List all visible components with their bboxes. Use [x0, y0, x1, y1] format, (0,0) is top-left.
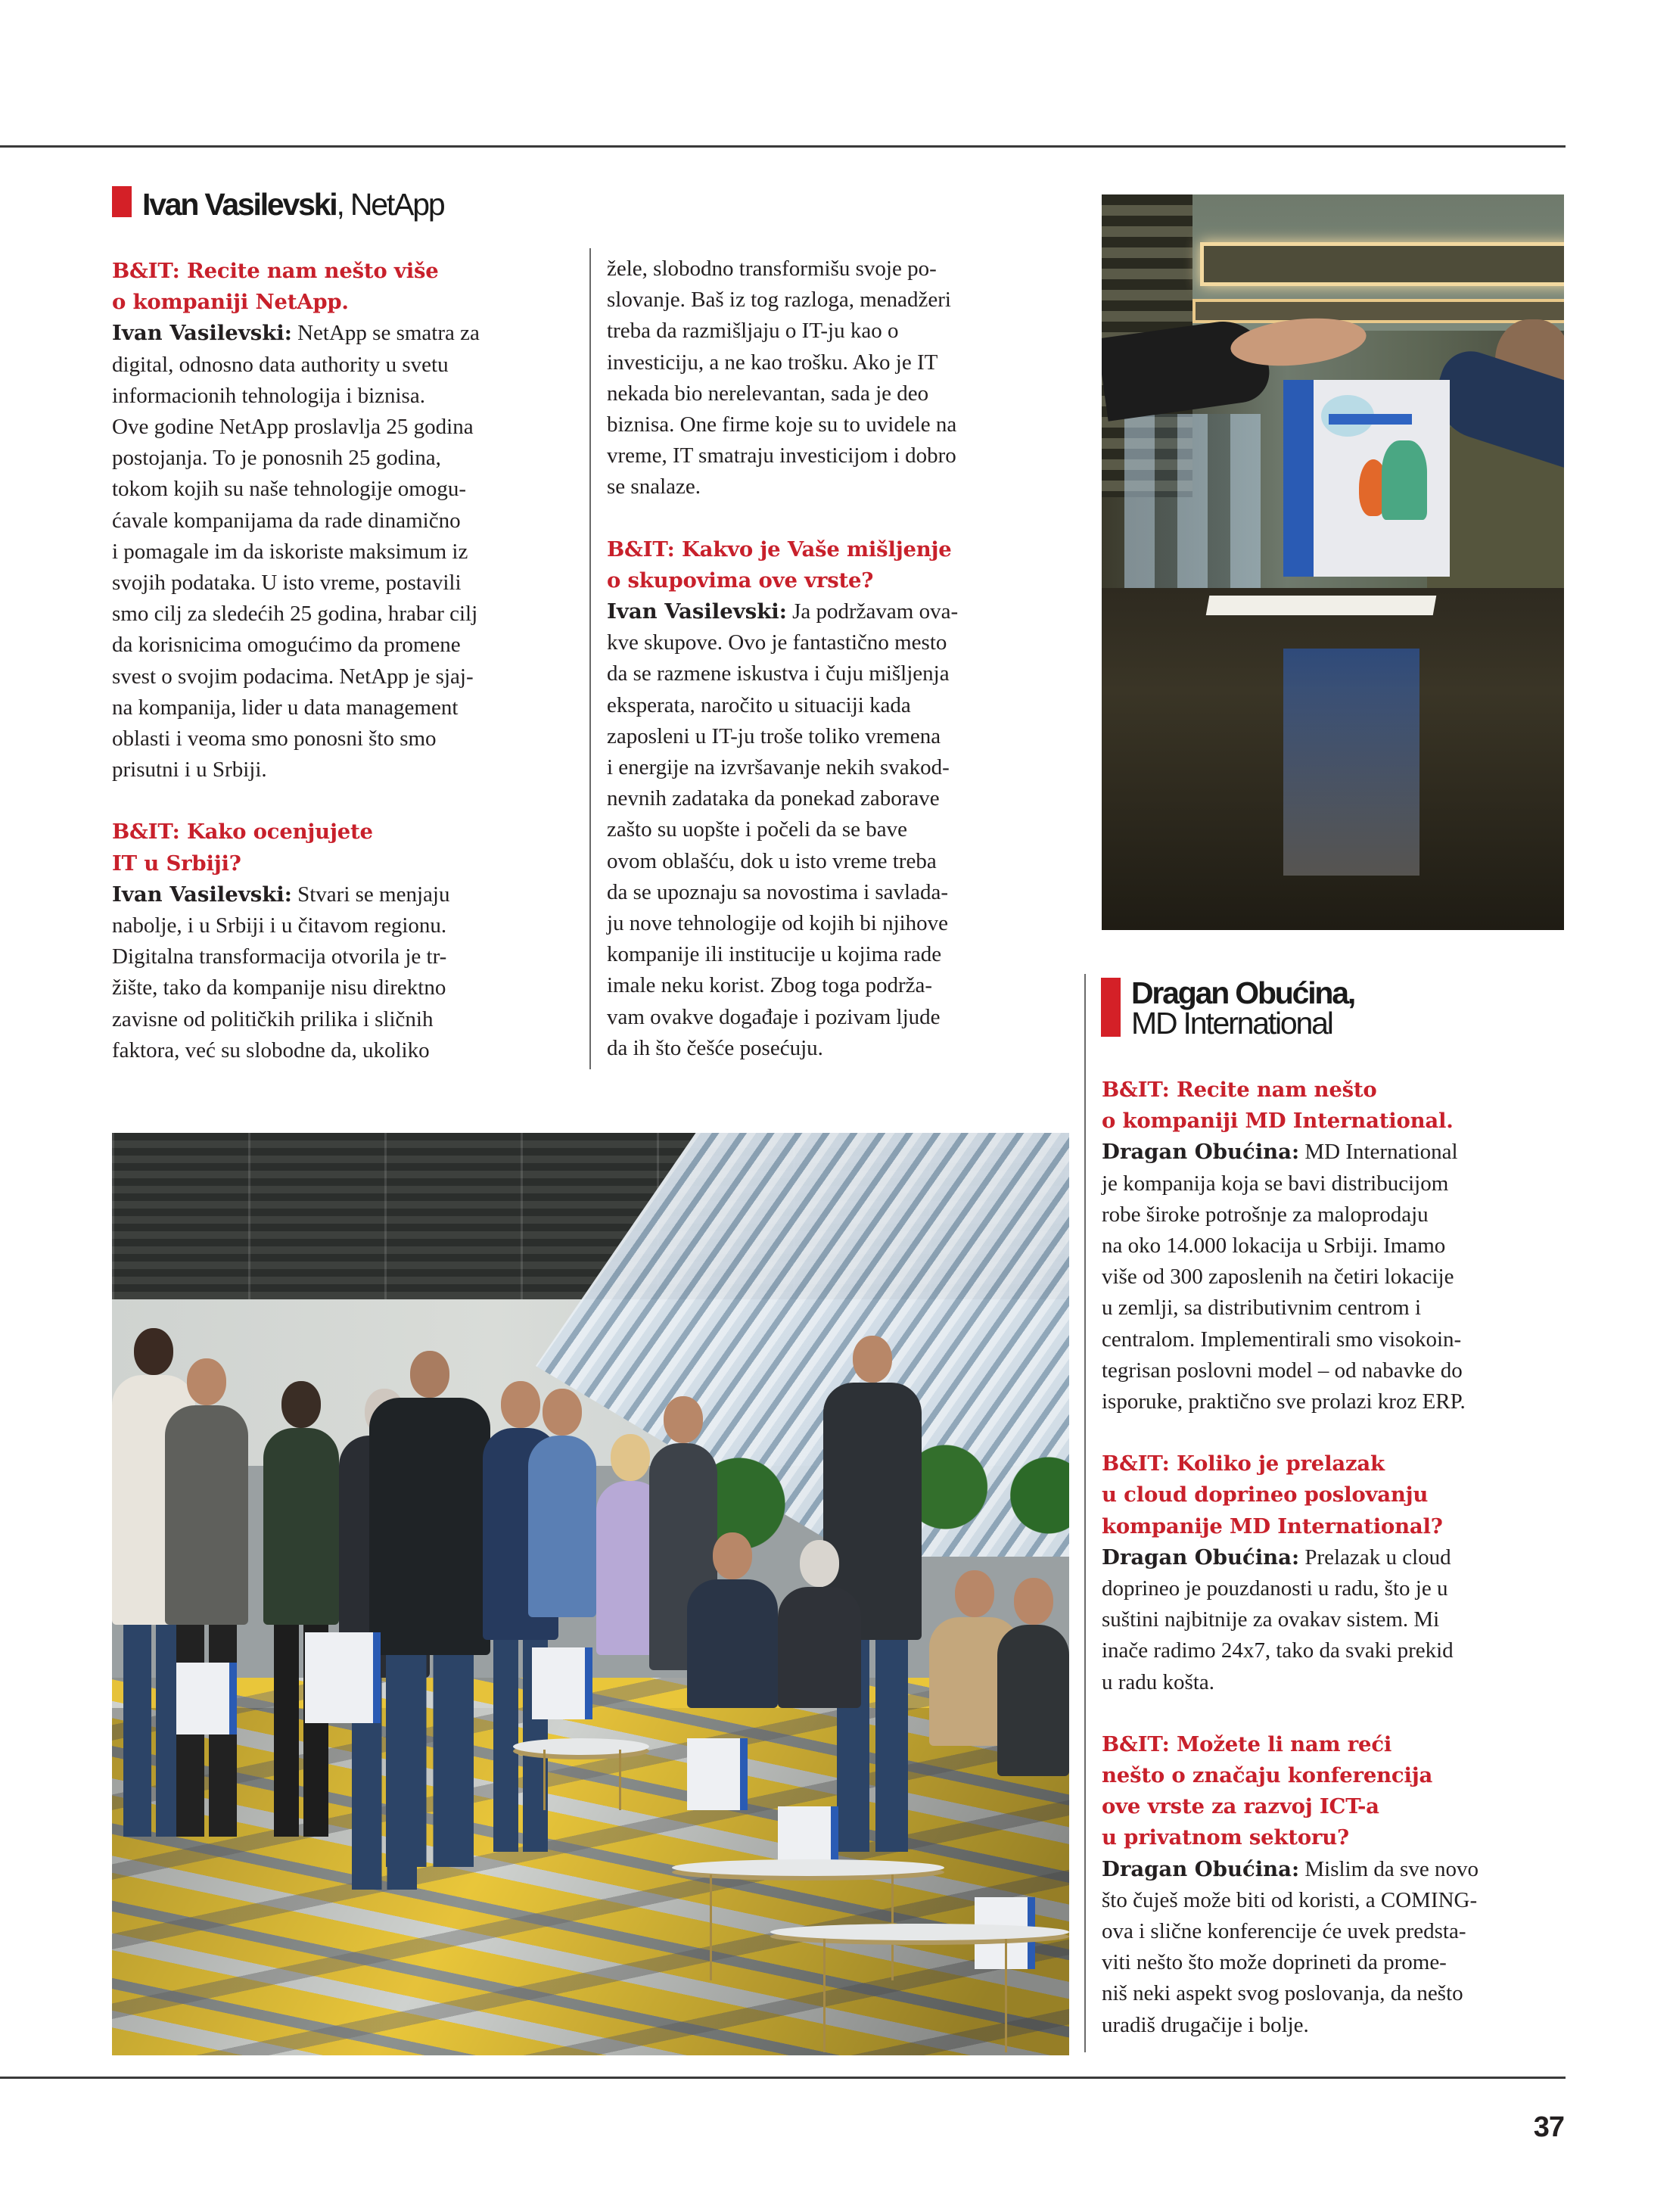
speaker-label: Dragan Obućina:	[1102, 1545, 1300, 1570]
answer-text-line: vam ovakve događaje i pozivam ljude	[607, 1004, 941, 1029]
column-divider	[589, 248, 591, 1069]
answer-text-line: da se upoznaju sa novostima i savlada-	[607, 879, 948, 904]
answer-text-line: eksperata, naročito u situaciji kada	[607, 692, 911, 717]
answer-text-line: više od 300 zaposlenih na četiri lokacije	[1102, 1265, 1454, 1290]
answer-text-line: viti nešto što može doprineti da prome-	[1102, 1950, 1447, 1975]
answer-text-line: što čuješ može biti od koristi, a COMING-	[1102, 1887, 1478, 1912]
article-column-1	[112, 256, 581, 1066]
answer-text-line: da ih što češće posećuju.	[607, 1035, 823, 1060]
answer-text-line: biznisa. One firme koje su to uvidele na	[607, 412, 957, 437]
answer-text-line: svest o svojim podacima. NetApp je sjaj-	[112, 664, 474, 689]
answer-text-line: svojih podataka. U isto vreme, postavili	[112, 571, 462, 596]
answer-paragraph	[1102, 1137, 1571, 1417]
photo-gift-bag-handover	[1102, 194, 1564, 930]
answer-paragraph	[112, 879, 581, 1066]
answer-text-line: niš neki aspekt svog poslovanja, da nešto	[1102, 1981, 1463, 2006]
answer-text-line: zašto su uopšte i počeli da se bave	[607, 817, 908, 842]
interviewee-name: Dragan Obućina,	[1131, 975, 1355, 1010]
interviewee-header-obucina	[1101, 975, 1570, 1041]
answer-text-line: digital, odnosno data authority u svetu	[112, 352, 449, 377]
interviewee-header-vasilevski	[112, 186, 642, 222]
answer-text-line: u zemlji, sa distributivnim centrom i	[1102, 1296, 1422, 1321]
top-rule	[0, 145, 1566, 148]
answer-text-line: žište, tako da kompanije nisu direktno	[112, 975, 446, 1000]
answer-text-line: da korisnicima omogućimo da promene	[112, 633, 461, 658]
answer-text-line: ju nove tehnologije od kojih bi njihove	[607, 911, 949, 936]
answer-text-line: u radu košta.	[1102, 1669, 1214, 1694]
answer-continuation	[607, 254, 1068, 503]
question-heading: B&IT: Recite nam nešto o kompaniji MD International.	[1102, 1078, 1454, 1134]
answer-text-line: tokom kojih su naše tehnologije omogu-	[112, 477, 466, 502]
answer-text: Mislim da sve novo	[1299, 1856, 1479, 1881]
answer-text-line: na oko 14.000 lokacija u Srbiji. Imamo	[1102, 1234, 1446, 1258]
answer-text-line: oblasti i veoma smo ponosni što smo	[112, 726, 437, 751]
answer-text-line: nevnih zadataka da ponekad zaborave	[607, 786, 940, 811]
answer-text-line: informacionih tehnologija i biznisa.	[112, 383, 425, 408]
answer-text-line: postojanja. To je ponosnih 25 godina,	[112, 446, 441, 471]
answer-text-line: se snalaze.	[607, 474, 701, 499]
answer-text-line: na kompanija, lider u data management	[112, 695, 459, 720]
answer-text: MD International	[1299, 1140, 1458, 1165]
question-heading: B&IT: Kako ocenjujete IT u Srbiji?	[112, 820, 373, 876]
answer-text-line: kompanije ili institucije u kojima rade	[607, 942, 942, 967]
answer-text-line: isporuke, praktično sve prolazi kroz ERP.	[1102, 1389, 1466, 1414]
answer-text-line: nabolje, i u Srbiji i u čitavom regionu.	[112, 913, 447, 938]
question-heading: B&IT: Kakvo je Vaše mišljenje o skupovima ove vrste?	[607, 537, 952, 593]
question-heading: B&IT: Recite nam nešto više o kompaniji NetApp.	[112, 259, 439, 315]
article-column-3	[1102, 1075, 1571, 2041]
interviewee-company: MD International	[1131, 1006, 1332, 1041]
answer-text-line: imale neku korist. Zbog toga podrža-	[607, 973, 933, 998]
answer-text-line: je kompanija koja se bavi distribucijom	[1102, 1171, 1449, 1196]
interviewee-name: Ivan Vasilevski	[142, 187, 337, 222]
answer-text: Stvari se menjaju	[291, 882, 450, 907]
answer-text: Prelazak u cloud	[1299, 1545, 1451, 1570]
speaker-label: Dragan Obućina:	[1102, 1856, 1300, 1881]
answer-text-line: Ove godine NetApp proslavlja 25 godina	[112, 415, 474, 440]
article-column-2	[607, 254, 1068, 1064]
answer-text-line: treba da razmišljaju o IT-ju kao o	[607, 319, 899, 344]
bottom-rule	[0, 2077, 1566, 2079]
answer-text-line: tegrisan poslovni model – od nabavke do	[1102, 1358, 1463, 1383]
answer-text-line: robe široke potrošnje za maloprodaju	[1102, 1202, 1429, 1227]
answer-text-line: faktora, već su slobodne da, ukoliko	[112, 1038, 430, 1062]
answer-text-line: žele, slobodno transformišu svoje po-	[607, 257, 937, 281]
answer-paragraph	[1102, 1542, 1571, 1698]
conference-bag-image	[1283, 380, 1450, 577]
question-heading: B&IT: Koliko je prelazak u cloud doprineo poslovanju kompanije MD International?	[1102, 1451, 1443, 1538]
answer-text: NetApp se smatra za	[291, 321, 480, 346]
answer-paragraph	[112, 318, 581, 786]
accent-bar	[112, 186, 132, 217]
answer-text-line: i pomagale im da iskoriste maksimum iz	[112, 539, 468, 564]
answer-paragraph	[1102, 1854, 1571, 2041]
answer-text-line: prisutni i u Srbiji.	[112, 758, 267, 782]
answer-text-line: slovanje. Baš iz tog razloga, menadžeri	[607, 288, 951, 313]
column-divider-right	[1084, 974, 1086, 2052]
speaker-label: Ivan Vasilevski:	[607, 599, 787, 624]
photo-conference-hallway	[112, 1133, 1069, 2055]
answer-text-line: vreme, IT smatraju investicijom i dobro	[607, 443, 956, 468]
speaker-label: Ivan Vasilevski:	[112, 321, 292, 346]
answer-text-line: kve skupove. Ovo je fantastično mesto	[607, 630, 947, 655]
interviewee-company: , NetApp	[336, 187, 444, 222]
speaker-label: Ivan Vasilevski:	[112, 882, 292, 907]
answer-paragraph	[607, 596, 1068, 1064]
answer-text-line: ovom oblašću, dok u isto vreme treba	[607, 848, 937, 873]
answer-text-line: inače radimo 24x7, tako da svaki prekid	[1102, 1638, 1454, 1663]
answer-text-line: Digitalna transformacija otvorila je tr-	[112, 944, 447, 969]
page-number: 37	[1533, 2111, 1564, 2143]
question-heading: B&IT: Možete li nam reći nešto o značaju konferencija ove vrste za razvoj ICT-a u privatnom sektoru?	[1102, 1731, 1433, 1850]
answer-text: Ja podržavam ova-	[786, 599, 959, 624]
answer-text-line: nekada bio nerelevantan, sada je deo	[607, 381, 929, 406]
answer-text-line: zaposleni u IT-ju troše toliko vremena	[607, 723, 941, 748]
answer-text-line: suštini najbitnije za ovakav sistem. Mi	[1102, 1607, 1440, 1632]
answer-text-line: centralom. Implementirali smo visokoin-	[1102, 1327, 1462, 1352]
answer-text-line: uradiš drugačije i bolje.	[1102, 2012, 1309, 2037]
answer-text-line: da se razmene iskustva i čuju mišljenja	[607, 661, 950, 686]
accent-bar	[1101, 978, 1121, 1037]
answer-text-line: ćavale kompanijama da rade dinamično	[112, 508, 461, 533]
answer-text-line: investiciju, a ne kao trošku. Ako je IT	[607, 350, 938, 375]
answer-text-line: i energije na izvršavanje nekih svakod-	[607, 755, 950, 780]
answer-text-line: zavisne od političkih prilika i sličnih	[112, 1006, 434, 1031]
answer-text-line: doprineo je pouzdanosti u radu, što je u	[1102, 1576, 1448, 1601]
speaker-label: Dragan Obućina:	[1102, 1140, 1300, 1165]
answer-text-line: smo cilj za sledećih 25 godina, hrabar cilj	[112, 602, 478, 627]
answer-text-line: ova i slične konferencije će uvek predsta-	[1102, 1919, 1466, 1944]
